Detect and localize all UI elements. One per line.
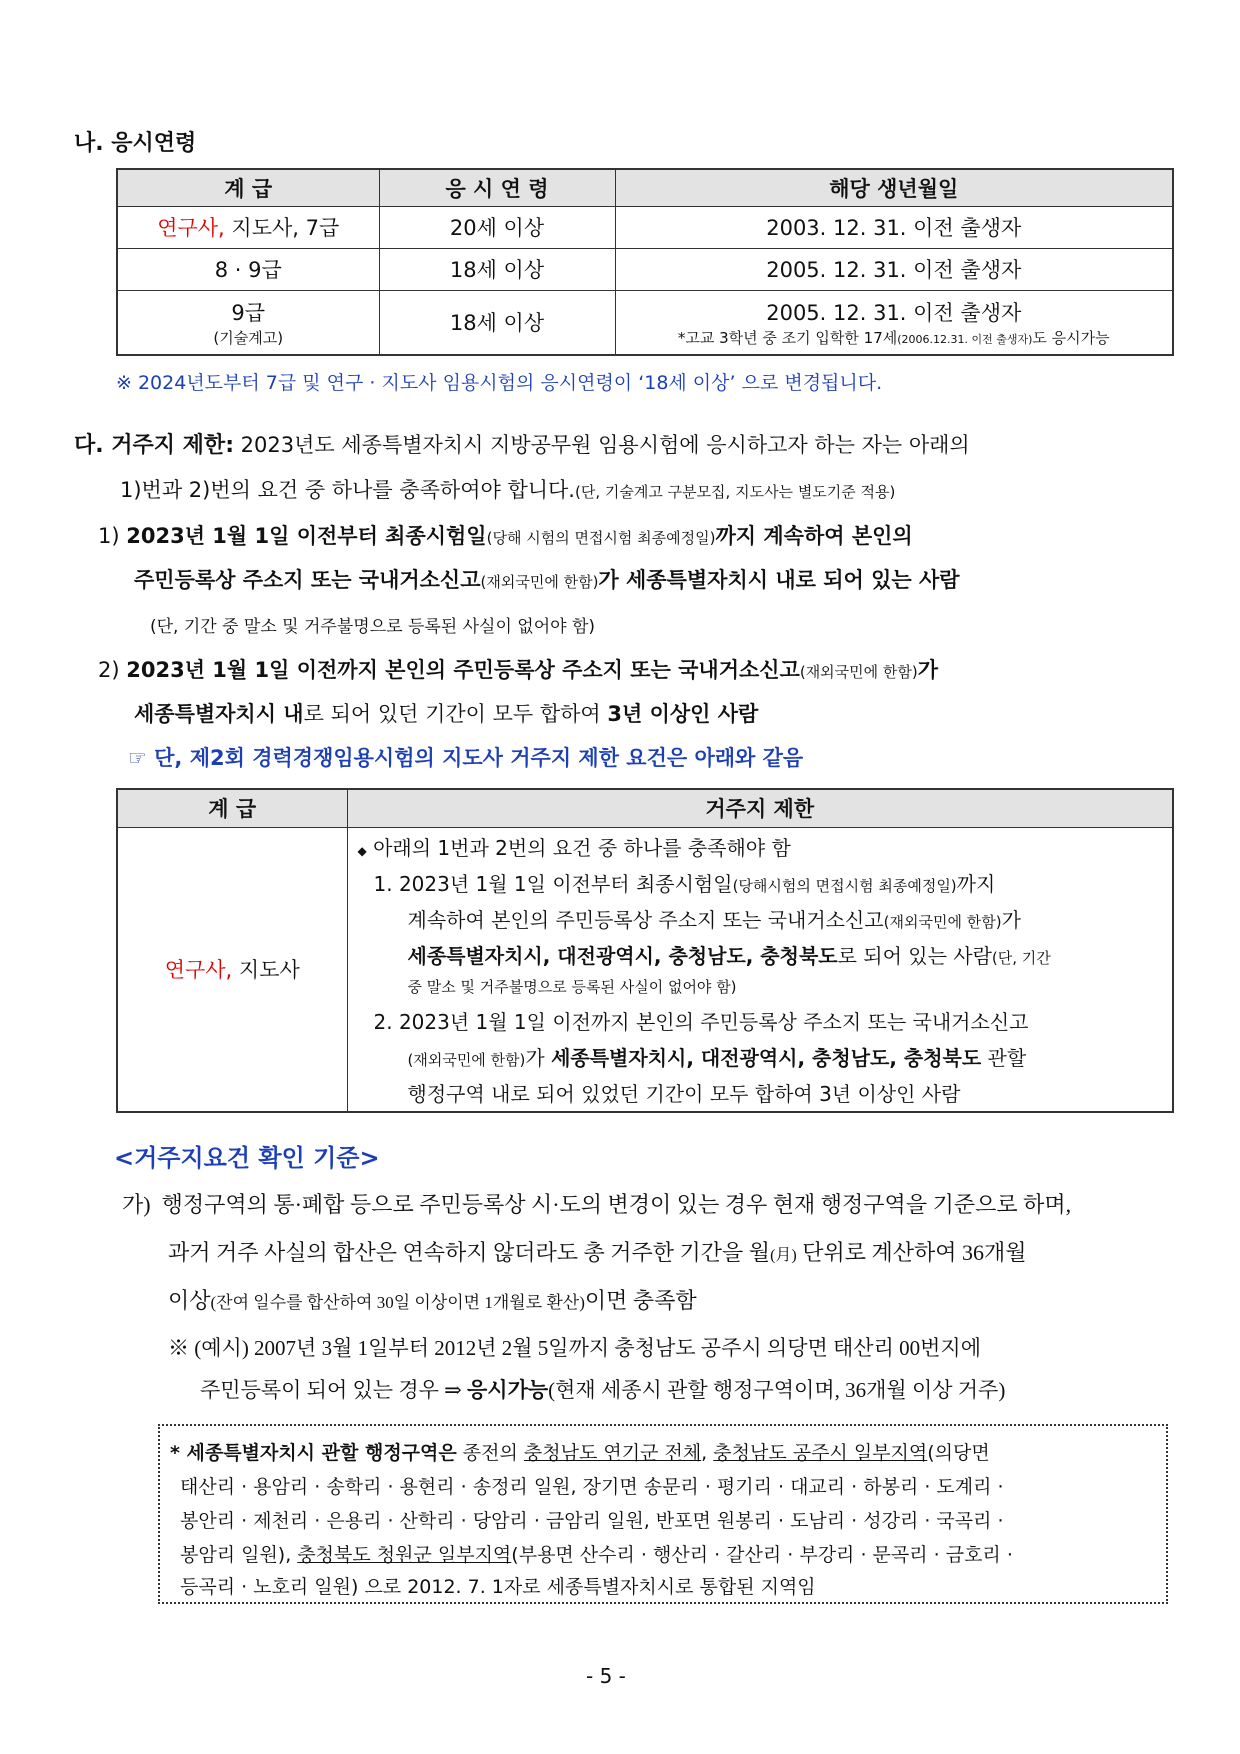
box-line4	[180, 1540, 1013, 1567]
section-heading-age: 나. 응시연령	[74, 131, 197, 156]
item2-e: 3년 이상인 사람	[607, 702, 759, 726]
birth-note-b: (2006.12.31. 이전 출생자)	[897, 332, 1033, 346]
criteria-example-line2	[200, 1374, 1005, 1404]
criteria-ga-small: (잔여 일수를 합산하여 30일 이상이면 1개월로 환산)	[210, 1293, 585, 1312]
birth-note-c: 도 응시가능	[1032, 328, 1110, 347]
grade-subtext: (기술계고)	[213, 328, 284, 347]
residence-intro-line2	[120, 474, 895, 504]
limit-line7-bold: 세종특별자치시, 대전광역시, 충청남도, 충청북도	[551, 1045, 982, 1070]
criteria-ga-text3: 이상	[168, 1288, 211, 1313]
criteria-ga-text2b: 단위로 계산하여 36개월	[796, 1240, 1027, 1265]
age-table-header-age: 응 시 연 령	[379, 169, 615, 206]
criteria-example-note: (현재 세종시 관할 행정구역이며, 36개월 이상 거주)	[548, 1378, 1006, 1402]
table-row	[117, 290, 1173, 355]
box-line4-underline: 충청북도 청원군 일부지역	[297, 1544, 512, 1566]
limit-line2-b: 까지	[956, 871, 996, 896]
limit-line7-small: (재외국민에 한함)	[407, 1050, 526, 1069]
table-row	[117, 206, 1173, 248]
criteria-ga-number: 가)	[122, 1192, 151, 1217]
criteria-ga-line2	[168, 1236, 1027, 1267]
age-cell: 18세 이상	[379, 290, 615, 355]
box-line4-a: 봉암리 일원),	[180, 1544, 298, 1566]
limit-line4-small: (단, 기간	[991, 948, 1051, 967]
item2-d: 로 되어 있던 기간이 모두 합하여	[303, 702, 608, 726]
grade-highlight: 연구사,	[164, 958, 233, 983]
grade-text: 지도사	[232, 958, 300, 983]
criteria-heading: <거주지요건 확인 기준>	[114, 1144, 380, 1172]
box-line4-c: (부용면 산수리 · 행산리 · 갈산리 · 부강리 · 문곡리 · 금호리 ·	[511, 1544, 1013, 1566]
item1-line1	[98, 520, 913, 550]
age-cell: 20세 이상	[379, 206, 615, 248]
pointer-note: ☞ 단, 제2회 경력경쟁임용시험의 지도사 거주지 제한 요건은 아래와 같음	[128, 746, 804, 770]
birth-cell: 2005. 12. 31. 이전 출생자	[615, 248, 1173, 290]
grade-cell	[117, 827, 347, 1112]
criteria-example-text: 주민등록이 되어 있는 경우 ⇒	[200, 1378, 467, 1402]
limit-line4-bold: 세종특별자치시, 대전광역시, 충청남도, 충청북도	[407, 943, 838, 968]
item2-c: 세종특별자치시 내	[134, 702, 304, 726]
birth-note-a: *고교 3학년 중 조기 입학한 17세	[677, 328, 898, 347]
item1-c-small: (재외국민에 한함)	[480, 573, 599, 591]
box-comma: ,	[701, 1442, 714, 1464]
limit-line7	[408, 1042, 1027, 1071]
item1-note: (단, 기간 중 말소 및 거주불명으로 등록된 사실이 없어야 함)	[150, 617, 596, 637]
item2-line2	[134, 698, 758, 728]
grade-cell	[117, 206, 379, 248]
box-underline1: 충청남도 연기군 전체	[523, 1442, 702, 1464]
item1-a: 2023년 1월 1일 이전부터 최종시험일	[126, 524, 487, 548]
item1-number: 1)	[98, 524, 120, 548]
limit-line2-small: (당해시험의 면접시험 최종예정일)	[732, 876, 957, 895]
box-line5: 등곡리 · 노호리 일원) 으로 2012. 7. 1자로 세종특별자치시로 통합된 지역임	[180, 1576, 816, 1598]
limit-line3	[408, 904, 1021, 933]
age-table-header-birth: 해당 생년월일	[615, 169, 1173, 206]
residence-table-header-limit: 거주지 제한	[347, 789, 1173, 827]
age-change-note: ※ 2024년도부터 7급 및 연구 · 지도사 임용시험의 응시연령이 ‘18세 이상’ 으로 변경됩니다.	[116, 372, 883, 394]
age-cell: 18세 이상	[379, 248, 615, 290]
table-row	[117, 248, 1173, 290]
grade-cell	[117, 290, 379, 355]
section-heading-residence: 다. 거주지 제한:	[74, 433, 234, 458]
box-underline2: 충청남도 공주시 일부지역	[713, 1442, 928, 1464]
residence-intro-text2: 1)번과 2)번의 요건 중 하나를 충족하여야 합니다.	[120, 478, 575, 502]
limit-line2	[374, 868, 996, 897]
grade-text: 9급	[231, 300, 266, 325]
limit-line8: 행정구역 내로 되어 있었던 기간이 모두 합하여 3년 이상인 사람	[407, 1081, 961, 1106]
box-line2: 태산리 · 용암리 · 송학리 · 용현리 · 송정리 일원, 장기면 송문리 · 평기리 · 대교리 · 하봉리 · 도계리 ·	[180, 1476, 1004, 1498]
criteria-ga-line3	[168, 1284, 697, 1315]
limit-line7-c: 관할	[981, 1045, 1027, 1070]
item2-a-small: (재외국민에 한함)	[799, 663, 918, 681]
birth-note	[616, 327, 1173, 348]
birth-text: 2005. 12. 31. 이전 출생자	[766, 300, 1022, 325]
residence-intro-small: (단, 기술계고 구분모집, 지도사는 별도기준 적용)	[574, 483, 896, 501]
grade-cell: 8 · 9급	[117, 248, 379, 290]
criteria-ga-text3b: 이면 충족함	[584, 1288, 697, 1313]
box-text2: (의당면	[927, 1442, 990, 1464]
limit-line1-text: 아래의 1번과 2번의 요건 중 하나를 충족해야 함	[373, 835, 791, 860]
criteria-example-bold: 응시가능	[467, 1378, 549, 1402]
limit-line7-a: 가	[525, 1045, 552, 1070]
grade-highlight: 연구사,	[157, 216, 225, 240]
limit-line3-b: 가	[1001, 907, 1021, 932]
criteria-example-line1: ※ (예시) 2007년 3월 1일부터 2012년 2월 5일까지 충청남도 공주시 의당면 태산리 00번지에	[168, 1336, 981, 1360]
residence-intro-line1	[74, 428, 970, 459]
criteria-ga-line1	[122, 1188, 1071, 1219]
limit-line3-small: (재외국민에 한함)	[883, 912, 1002, 931]
limit-line4	[408, 940, 1051, 969]
criteria-ga-text1: 행정구역의 통·폐합 등으로 주민등록상 시·도의 변경이 있는 경우 현재 행정구역을 기준으로 하며,	[161, 1192, 1072, 1217]
box-line3: 봉안리 · 제천리 · 은용리 · 산학리 · 당암리 · 금암리 일원, 반포면 원봉리 · 도남리 · 성강리 · 국곡리 ·	[180, 1510, 1004, 1532]
item1-line2	[134, 564, 960, 594]
box-bold: * 세종특별자치시 관할 행정구역은	[170, 1442, 457, 1464]
limit-line2-a: 1. 2023년 1월 1일 이전부터 최종시험일	[373, 871, 733, 896]
limit-line4-a: 로 되어 있는 사람	[837, 943, 992, 968]
limit-line3-a: 계속하여 본인의 주민등록상 주소지 또는 국내거소신고	[407, 907, 884, 932]
criteria-ga-text2: 과거 거주 사실의 합산은 연속하지 않더라도 총 거주한 기간을 월	[168, 1240, 771, 1265]
residence-limit-cell	[347, 827, 1173, 1112]
limit-line6: 2. 2023년 1월 1일 이전까지 본인의 주민등록상 주소지 또는 국내거소신고	[373, 1009, 1029, 1034]
box-text: 종전의	[456, 1442, 524, 1464]
criteria-ga-month: (月)	[770, 1247, 797, 1264]
limit-line5: 중 말소 및 거주불명으로 등록된 사실이 없어야 함)	[407, 977, 737, 996]
birth-cell: 2003. 12. 31. 이전 출생자	[615, 206, 1173, 248]
item1-d: 가 세종특별자치시 내로 되어 있는 사람	[598, 568, 960, 592]
item1-c: 주민등록상 주소지 또는 국내거소신고	[134, 568, 481, 592]
page-number: - 5 -	[586, 1664, 626, 1688]
birth-cell	[615, 290, 1173, 355]
residence-table-header-grade: 계 급	[117, 789, 347, 827]
item2-a: 2023년 1월 1일 이전까지 본인의 주민등록상 주소지 또는 국내거소신고	[126, 658, 800, 682]
residence-table	[116, 788, 1174, 1113]
item1-b: 까지 계속하여 본인의	[715, 524, 913, 548]
table-row	[117, 827, 1173, 1112]
jurisdiction-box	[158, 1424, 1168, 1604]
item2-number: 2)	[98, 658, 120, 682]
age-table-header-grade: 계 급	[117, 169, 379, 206]
box-line1	[170, 1438, 990, 1465]
item2-b: 가	[917, 658, 939, 682]
grade-text: 지도사, 7급	[224, 216, 340, 240]
age-table	[116, 168, 1174, 356]
item1-a-small: (당해 시험의 면접시험 최종예정일)	[486, 529, 716, 547]
item2-line1	[98, 654, 938, 684]
limit-line1: ◆ 아래의 1번과 2번의 요건 중 하나를 충족해야 함	[357, 835, 791, 860]
residence-intro-text: 2023년도 세종특별자치시 지방공무원 임용시험에 응시하고자 하는 자는 아래의	[234, 433, 970, 457]
